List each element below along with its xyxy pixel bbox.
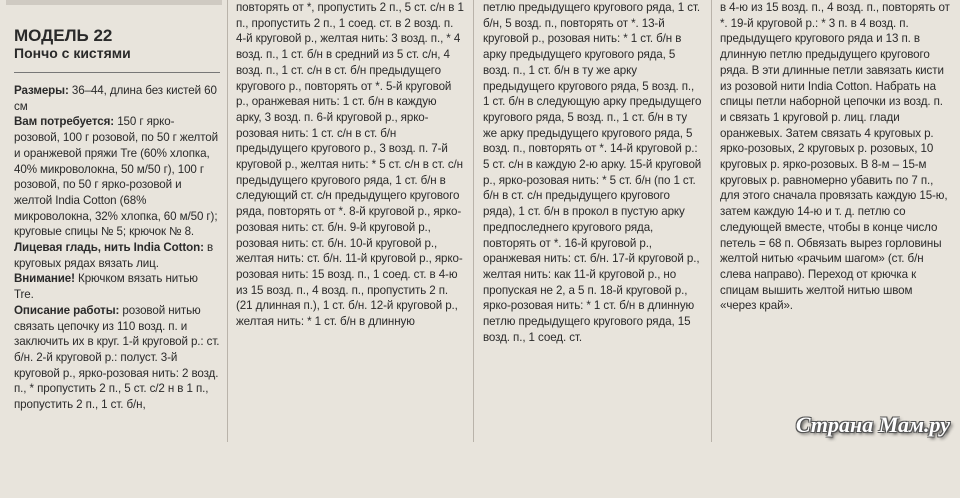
materials-paragraph: Вам потребуется: 150 г ярко-розовой, 100 г розовой, по 50 г желтой и оранжевой пряжи Tre (60% хлопка, 40% микроволокна, 50 м/50 г), 100 г розовой, по 50 г ярко-розовой и желтой India Cotton (68% микроволокна, 32% хлопка, 60 м/50 г); круговые спицы № 5; крючок № 8. bbox=[14, 115, 219, 239]
model-name: Пончо с кистями bbox=[14, 45, 131, 61]
column-3-text: петлю предыдущего кругового ряда, 1 ст. б/н, 5 возд. п., повторять от *. 13-й круговой р., розовая нить: * 1 ст. б/н в арку предыдущего кругового ряда, 5 возд. п., 1 ст. б/н в ту же арку предыдущего кругового ряда, 5 возд. п., 1 ст. б/н в следующую арку предыдущего кругового ряда, 5 возд. п., 1 ст. б/н в ту же арку предыдущего кругового ряда, 5 возд. п., повторять от *. 14-й круговой р.: 5 ст. с/н в каждую 2-ю арку. 15-й круговой р., ярко-розовая нить: * 5 ст. б/н (по 1 ст. б/н в ст. с/н предыдущего кругового ряда), 1 ст. б/н в прокол в пустую арку предпоследнего кругового ряда, повторять от *. 16-й круговой р., оранжевая нить: ст. б/н. 17-й круговой р., желтая нить: как 11-й круговой р., но пропуская не 2, а 5 п. 18-й круговой р., ярко-розовая нить: * 1 ст. б/н в длинную петлю предыдущего кругового ряда, 15 возд. п., 1 соед. ст. bbox=[483, 1, 702, 344]
article-title bbox=[14, 27, 220, 62]
description-paragraph: Описание работы: розовой нитью связать цепочку из 110 возд. п. и заключить их в круг. 1-й круговой р.: ст. б/н. 2-й круговой р.: полуст. 3-й круговой р., ярко-розовая нить: 2 возд. п., * пропустить 2 п., 5 ст. с/2 н в 1 п., пропустить 2 п., 1 ст. б/н, bbox=[14, 303, 220, 412]
stitch-paragraph: Лицевая гладь, нить India Cotton: в круговых рядах вязать лиц. bbox=[14, 241, 214, 270]
column-1 bbox=[14, 83, 220, 498]
column-2 bbox=[236, 0, 464, 442]
column-divider bbox=[473, 0, 474, 442]
title-divider bbox=[14, 72, 220, 73]
column-3 bbox=[483, 0, 703, 442]
attention-paragraph: Внимание! Крючком вязать нитью Tre. bbox=[14, 272, 198, 302]
site-watermark: Страна Мам.ру bbox=[795, 412, 950, 437]
column-divider bbox=[227, 0, 228, 442]
column-2-text: повторять от *, пропустить 2 п., 5 ст. с/н в 1 п., пропустить 2 п., 1 соед. ст. в 2 возд. п. 4-й круговой р., желтая нить: 3 возд. п., * 4 возд. п., 1 ст. б/н в средний из 5 ст. с/н, 4 возд. п., 1 ст. с/н в ст. б/н предыдущего кругового р., повторять от *. 5-й круговой р., оранжевая нить: 1 ст. б/н в каждую арку, 3 возд. п. 6-й круговой р., ярко-розовая нить: 1 ст. с/н в ст. б/н предыдущего кругового р., 3 возд. п. 7-й круговой р., желтая нить: * 5 ст. с/н в ст. с/н предыдущего кругового ряда, 1 ст. б/н в следующий ст. с/н предыдущего кругового ряда, повторять от *. 8-й круговой р., ярко-розовая нить: ст. б/н. 9-й круговой р., розовая нить: ст. б/н. 10-й круговой р., желтая нить: ст. б/н. 11-й круговой р., ярко-розовая нить: 15 возд. п., 1 соед. ст. в 4-ю из 15 возд. п., 4 возд. п., пропустить 2 п. (21 длинная п.), 1 ст. б/н. 12-й круговой р., желтая нить: * 1 ст. б/н в длинную bbox=[236, 1, 464, 329]
column-4-text: в 4-ю из 15 возд. п., 4 возд. п., повторять от *. 19-й круговой р.: * 3 п. в 4 возд. п. предыдущего кругового ряда и 13 п. в длинную петлю предыдущего кругового ряда. В эти длинные петли завязать кисти из розовой нити India Cotton. Набрать на спицы петли наборной цепочки из возд. п. и связать 1 круговой р. лиц. глади оранжевых. Затем связать 4 круговых р. ярко-розовых, 2 круговых р. розовых, 10 круговых р. ярко-розовых. В 8-м – 15-м круговых р. равномерно убавить по 7 п., для этого сначала провязать каждую 15-ю, затем каждую 14-ю и т. д. петлю со следующей вместе, чтобы в конце число петель = 68 п. Обвязать вырез горловины желтой нитью «рачьим шагом» (ст. б/н слева направо). Переход от крючка к спицам вышить желтой нитью швом «через край». bbox=[720, 1, 950, 313]
sizes-paragraph: Размеры: 36–44, длина без кистей 60 см bbox=[14, 84, 217, 113]
model-number: МОДЕЛЬ 22 bbox=[14, 26, 113, 45]
header-bar bbox=[6, 0, 222, 5]
column-4 bbox=[720, 0, 950, 442]
column-divider bbox=[711, 0, 712, 442]
